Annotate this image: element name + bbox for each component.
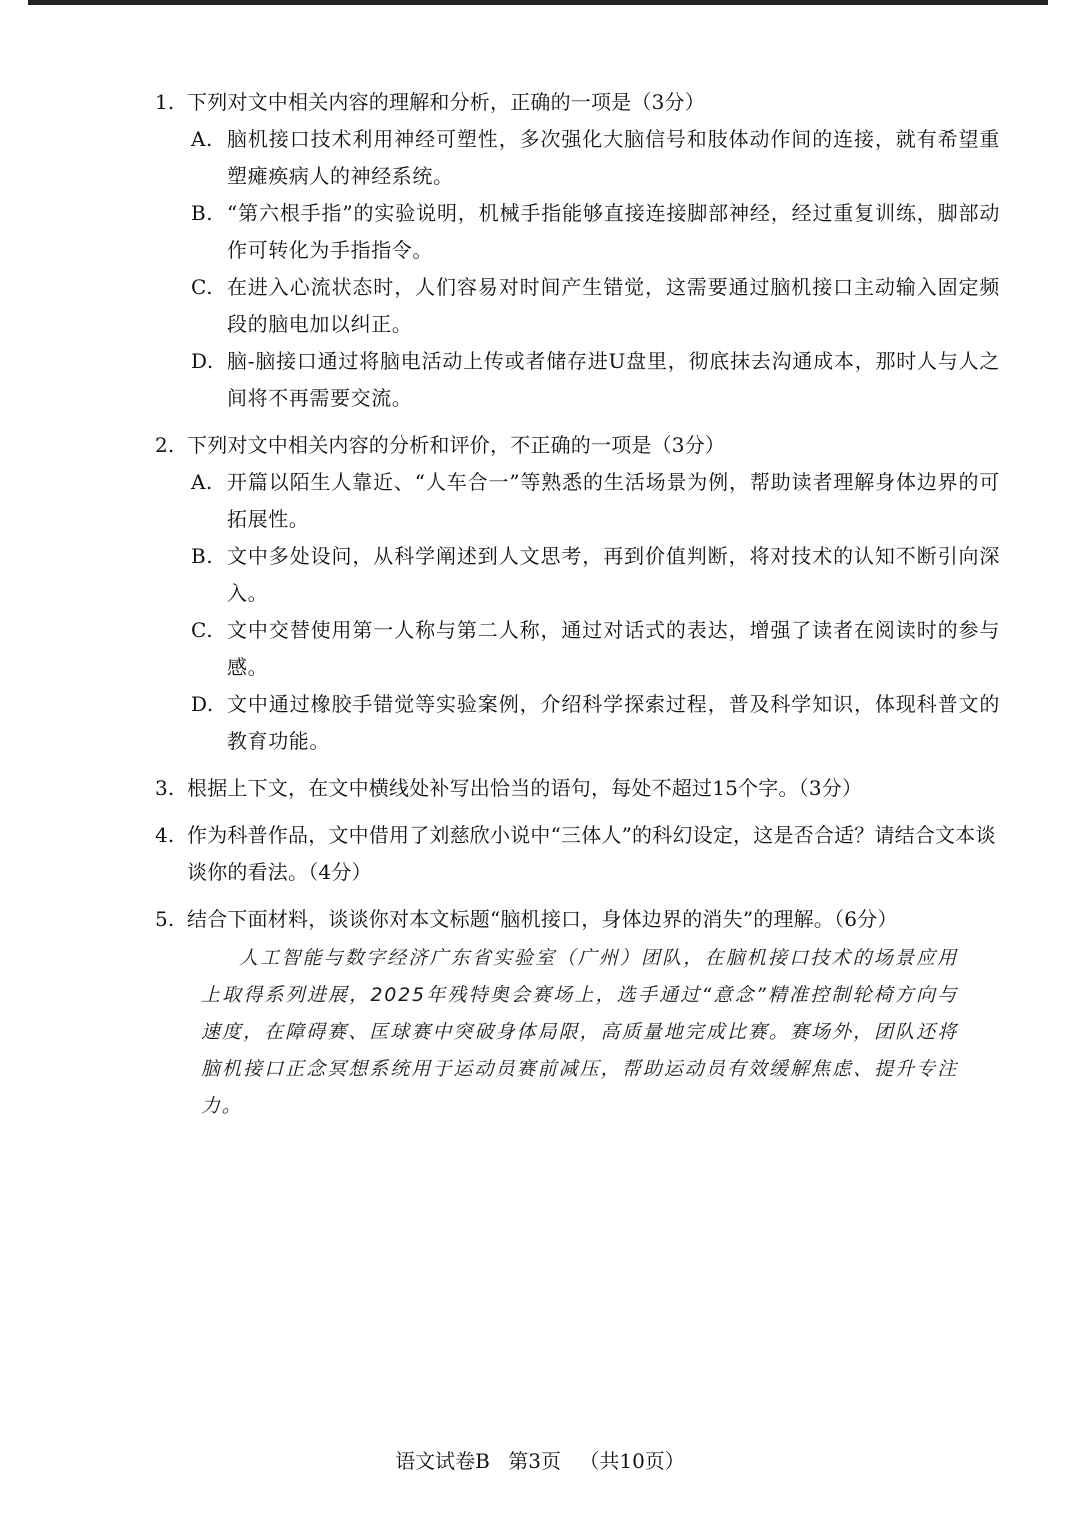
question-stem	[155, 770, 1000, 807]
reading-material: 人工智能与数字经济广东省实验室（广州）团队，在脑机接口技术的场景应用上取得系列进展，2025年残特奥会赛场上，选手通过“意念”精准控制轮椅方向与速度，在障碍赛、匡球赛中突破身体局限，高质量地完成比赛。赛场外，团队还将脑机接口正念冥想系统用于运动员赛前减压，帮助运动员有效缓解焦虑、提升专注力。	[201, 947, 958, 1117]
question-text: 下列对文中相关内容的分析和评价，不正确的一项是（3分）	[187, 433, 726, 457]
question-text: 根据上下文，在文中横线处补写出恰当的语句，每处不超过15个字。（3分）	[187, 776, 863, 800]
option-text: 文中多处设问，从科学阐述到人文思考，再到价值判断，将对技术的认知不断引向深入。	[227, 544, 1000, 605]
question-text: 下列对文中相关内容的理解和分析，正确的一项是（3分）	[187, 90, 705, 114]
question-3	[155, 770, 1000, 807]
question-text: 作为科普作品，文中借用了刘慈欣小说中“三体人”的科幻设定，这是否合适？请结合文本谈谈你的看法。（4分）	[187, 823, 996, 884]
question-number: 1.	[155, 90, 175, 114]
option-d	[155, 686, 1000, 760]
option-letter: C.	[191, 618, 214, 642]
option-a	[155, 464, 1000, 538]
option-b	[155, 538, 1000, 612]
question-list	[155, 84, 1000, 1135]
option-letter: D.	[191, 692, 214, 716]
option-text: 脑-脑接口通过将脑电活动上传或者储存进U盘里，彻底抹去沟通成本，那时人与人之间将不再需要交流。	[227, 349, 1000, 410]
option-letter: A.	[191, 470, 214, 494]
option-text: 脑机接口技术利用神经可塑性，多次强化大脑信号和肢体动作间的连接，就有希望重塑瘫痪病人的神经系统。	[227, 127, 1000, 188]
question-stem	[155, 817, 1000, 891]
paper-name: 语文试卷B	[395, 1449, 490, 1473]
page-number: 第3页	[508, 1449, 561, 1473]
question-number: 5.	[155, 907, 175, 931]
option-a	[155, 121, 1000, 195]
question-5	[155, 901, 1000, 1125]
option-text: 文中交替使用第一人称与第二人称，通过对话式的表达，增强了读者在阅读时的参与感。	[227, 618, 1000, 679]
top-border-line	[28, 0, 1048, 5]
option-letter: D.	[191, 349, 214, 373]
question-stem	[155, 84, 1000, 121]
question-text: 结合下面材料，谈谈你对本文标题“脑机接口，身体边界的消失”的理解。（6分）	[187, 907, 898, 931]
question-2	[155, 427, 1000, 760]
option-letter: A.	[191, 127, 214, 151]
question-4	[155, 817, 1000, 891]
page-footer	[0, 1446, 1080, 1476]
question-stem	[155, 427, 1000, 464]
option-c	[155, 612, 1000, 686]
option-text: 在进入心流状态时，人们容易对时间产生错觉，这需要通过脑机接口主动输入固定频段的脑电加以纠正。	[227, 275, 1000, 336]
option-letter: B.	[191, 201, 214, 225]
question-number: 2.	[155, 433, 175, 457]
option-text: “第六根手指”的实验说明，机械手指能够直接连接脚部神经，经过重复训练，脚部动作可转化为手指指令。	[227, 201, 1000, 262]
option-text: 开篇以陌生人靠近、“人车合一”等熟悉的生活场景为例，帮助读者理解身体边界的可拓展性。	[227, 470, 1000, 531]
total-pages: （共10页）	[579, 1449, 685, 1473]
option-letter: B.	[191, 544, 214, 568]
option-letter: C.	[191, 275, 214, 299]
option-text: 文中通过橡胶手错觉等实验案例，介绍科学探索过程，普及科学知识，体现科普文的教育功能。	[227, 692, 1000, 753]
question-stem	[155, 901, 1000, 938]
question-number: 4.	[155, 823, 175, 847]
question-number: 3.	[155, 776, 175, 800]
option-b	[155, 195, 1000, 269]
question-1	[155, 84, 1000, 417]
option-c	[155, 269, 1000, 343]
option-d	[155, 343, 1000, 417]
